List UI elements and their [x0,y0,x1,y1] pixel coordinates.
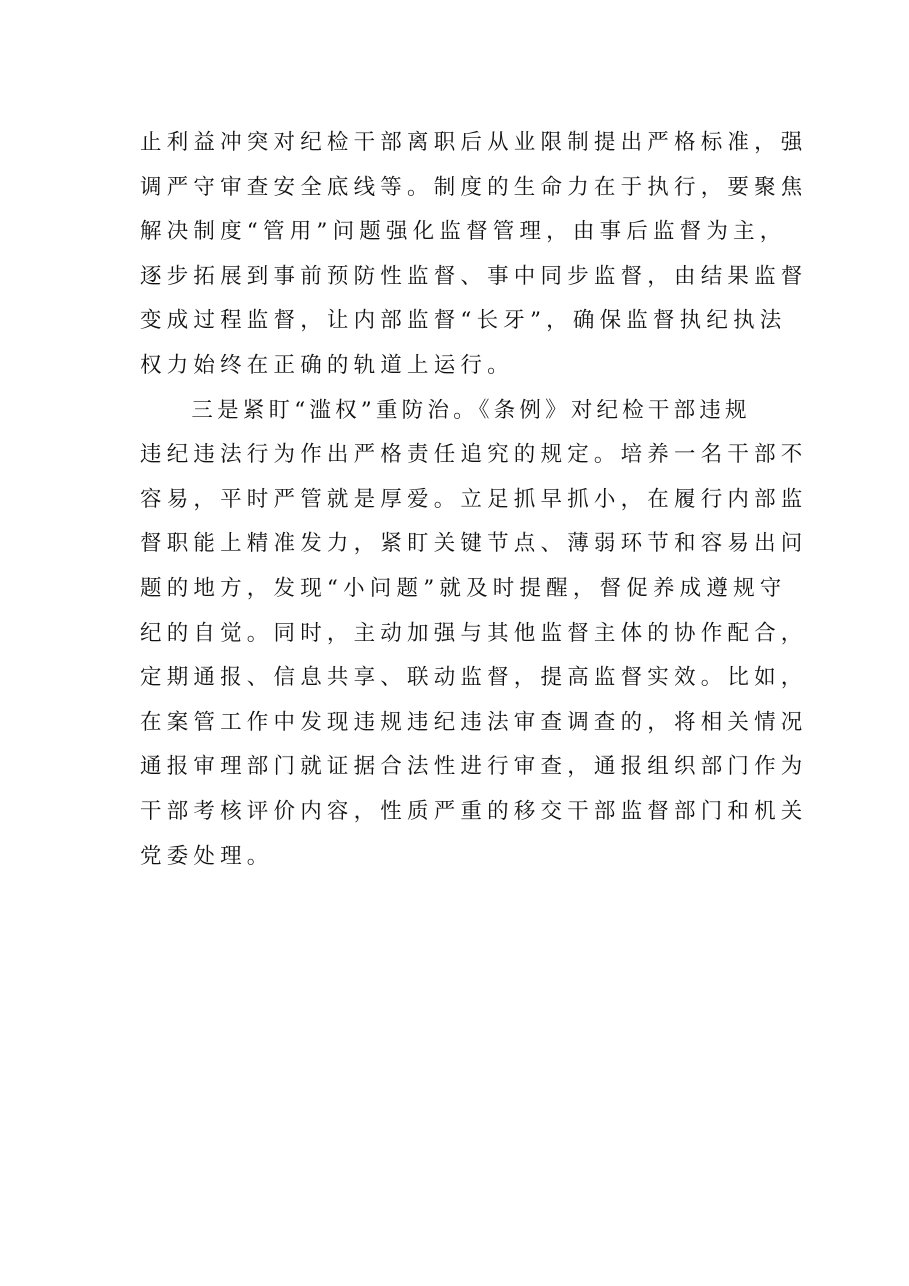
text-line: 容易，平时严管就是厚爱。立足抓早抓小，在履行内部监 [140,486,808,512]
text-line: 题的地方，发现“小问题”就及时提醒，督促养成遵规守 [140,575,787,601]
text-line: 权力始终在正确的轨道上运行。 [140,352,514,378]
text-line: 纪的自觉。同时，主动加强与其他监督主体的协作配合， [140,620,808,646]
text-line: 调严守审查安全底线等。制度的生命力在于执行，要聚焦 [140,174,808,200]
text-line: 督职能上精准发力，紧盯关键节点、薄弱环节和容易出问 [140,531,808,557]
body-text [140,121,808,879]
text-line: 定期通报、信息共享、联动监督，提高监督实效。比如， [140,665,808,691]
text-line: 止利益冲突对纪检干部离职后从业限制提出严格标准，强 [140,130,808,155]
text-line: 在案管工作中发现违规违纪违法审查调查的，将相关情况 [140,709,808,735]
text-line: 党委处理。 [140,843,274,869]
text-line: 解决制度“管用”问题强化监督管理，由事后监督为主， [140,219,787,245]
text-line: 通报审理部门就证据合法性进行审查，通报组织部门作为 [140,754,808,780]
text-line: 违纪违法行为作出严格责任追究的规定。培养一名干部不 [140,442,808,468]
text-line: 变成过程监督，让内部监督“长牙”，确保监督执纪执法 [140,308,787,334]
text-line: 干部考核评价内容，性质严重的移交干部监督部门和机关 [140,798,808,824]
text-line: 三是紧盯“滥权”重防治。《条例》对纪检干部违规 [140,397,751,423]
text-line: 逐步拓展到事前预防性监督、事中同步监督，由结果监督 [140,263,808,289]
